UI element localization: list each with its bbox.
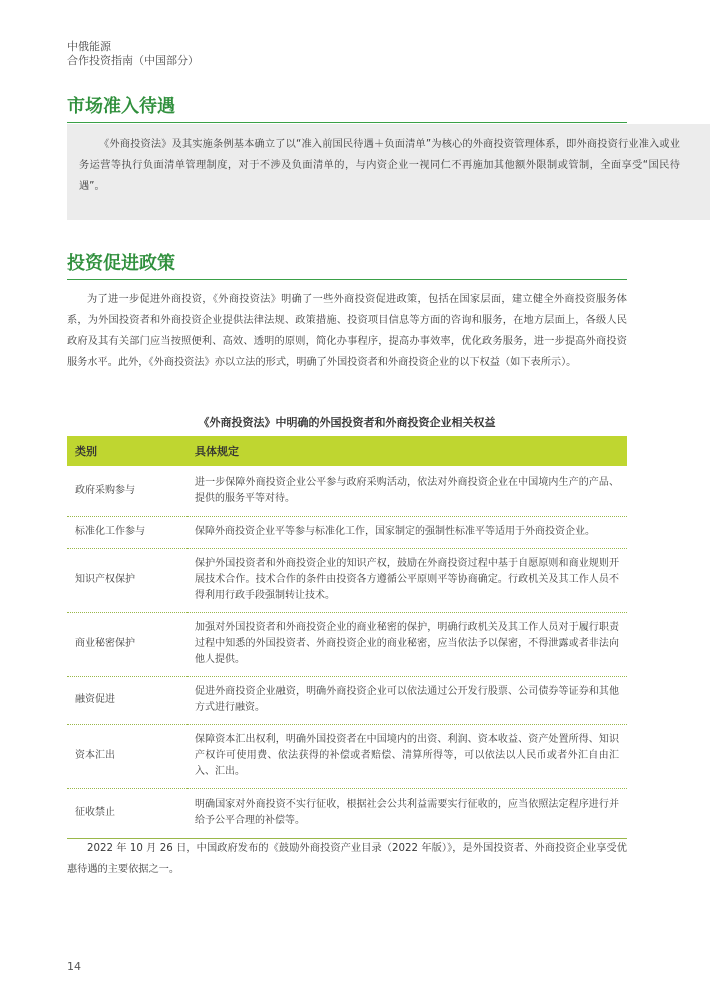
- closing-paragraph: 2022 年 10 月 26 日，中国政府发布的《鼓励外商投资产业目录（2022 年版）》，是外国投资者、外商投资企业享受优惠待遇的主要依据之一。: [67, 843, 627, 875]
- row-category: 融资促进: [67, 676, 187, 724]
- document-header: [67, 40, 199, 68]
- rights-table: [67, 436, 627, 839]
- investment-promotion-text: 为了进一步促进外商投资，《外商投资法》明确了一些外商投资促进政策，包括在国家层面，建立健全外商投资服务体系，为外国投资者和外商投资企业提供法律法规、政策措施、投资项目信息等方面的咨询和服务，在地方层面上，各级人民政府及其有关部门应当按照便利、高效、透明的原则，简化办事程序，提高办事效率，优化政务服务，进一步提高外商投资服务水平。此外，《外商投资法》亦以立法的形式，明确了外国投资者和外商投资企业的以下权益（如下表所示）。: [67, 294, 627, 368]
- row-rule: 保护外国投资者和外商投资企业的知识产权，鼓励在外商投资过程中基于自愿原则和商业规则开展技术合作。技术合作的条件由投资各方遵循公平原则平等协商确定。行政机关及其工作人员不得利用行政手段强制转让技术。: [187, 548, 627, 612]
- row-rule: 加强对外国投资者和外商投资企业的商业秘密的保护，明确行政机关及其工作人员对于履行职责过程中知悉的外国投资者、外商投资企业的商业秘密，应当依法予以保密，不得泄露或者非法向他人提供。: [187, 612, 627, 676]
- row-category: 商业秘密保护: [67, 612, 187, 676]
- header-rule: 具体规定: [187, 436, 627, 466]
- table-row: [67, 516, 627, 548]
- table-row: [67, 724, 627, 788]
- row-category: 资本汇出: [67, 724, 187, 788]
- section-title-market-access: 市场准入待遇: [67, 96, 627, 123]
- row-rule: 保障外商投资企业平等参与标准化工作，国家制定的强制性标准平等适用于外商投资企业。: [187, 516, 627, 548]
- header-category: 类别: [67, 436, 187, 466]
- table-row: [67, 466, 627, 516]
- table-row: [67, 676, 627, 724]
- market-access-box: [67, 124, 710, 220]
- row-rule: 促进外商投资企业融资，明确外商投资企业可以依法通过公开发行股票、公司债券等证券和其他方式进行融资。: [187, 676, 627, 724]
- row-category: 政府采购参与: [67, 466, 187, 516]
- market-access-text: 《外商投资法》及其实施条例基本确立了以“准入前国民待遇＋负面清单”为核心的外商投资管理体系，即外商投资行业准入或业务运营等执行负面清单管理制度，对于不涉及负面清单的，与内资企业一视同仁不再施加其他额外限制或管制，全面享受“国民待遇”。: [79, 139, 680, 192]
- row-rule: 保障资本汇出权利，明确外国投资者在中国境内的出资、利润、资本收益、资产处置所得、知识产权许可使用费、依法获得的补偿或者赔偿、清算所得等，可以依法以人民币或者外汇自由汇入、汇出。: [187, 724, 627, 788]
- row-rule: 明确国家对外商投资不实行征收，根据社会公共利益需要实行征收的，应当依照法定程序进行并给予公平合理的补偿等。: [187, 788, 627, 838]
- table-caption: 《外商投资法》中明确的外国投资者和外商投资企业相关权益: [198, 416, 496, 429]
- page-number: 14: [67, 960, 81, 973]
- header-line-2: 合作投资指南（中国部分）: [67, 54, 199, 67]
- table-row: [67, 612, 627, 676]
- row-category: 标准化工作参与: [67, 516, 187, 548]
- table-row: [67, 548, 627, 612]
- row-rule: 进一步保障外商投资企业公平参与政府采购活动，依法对外商投资企业在中国境内生产的产品、提供的服务平等对待。: [187, 466, 627, 516]
- table-header-row: [67, 436, 627, 466]
- row-category: 知识产权保护: [67, 548, 187, 612]
- header-line-1: 中俄能源: [67, 40, 111, 53]
- row-category: 征收禁止: [67, 788, 187, 838]
- table-row: [67, 788, 627, 838]
- section-title-investment-promotion: 投资促进政策: [67, 253, 627, 280]
